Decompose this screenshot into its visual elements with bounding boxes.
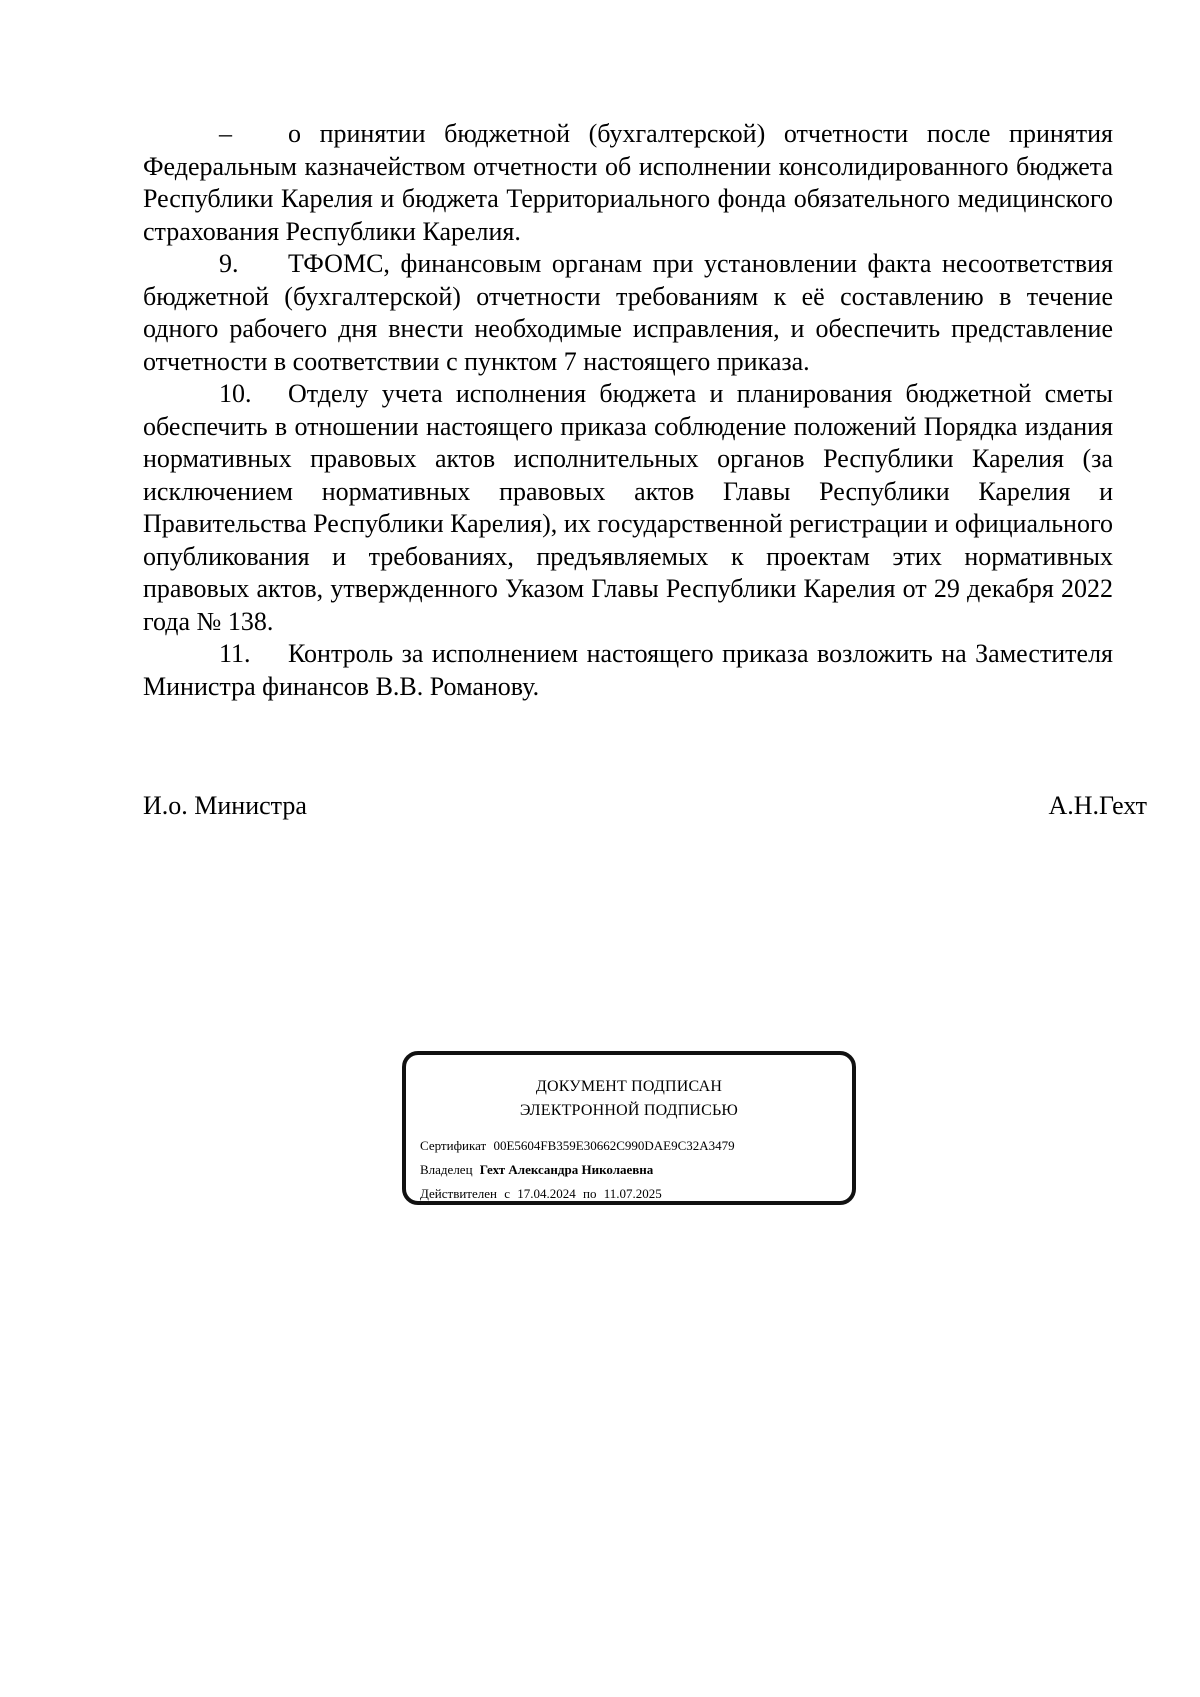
valid-to-label: по (583, 1186, 597, 1201)
stamp-title-line: ДОКУМЕНТ ПОДПИСАН (535, 1078, 723, 1095)
paragraph-10 (143, 378, 1113, 638)
certificate-value: 00E5604FB359E30662C990DAE9C32A3479 (493, 1138, 735, 1153)
valid-to-date: 11.07.2025 (603, 1186, 662, 1201)
stamp-title (406, 1075, 852, 1123)
document-body (143, 118, 1113, 703)
stamp-details (420, 1134, 735, 1206)
item-text: о принятии бюджетной (бухгалтерской) отчетности после принятия Федеральным казначейством отчетности об исполнении консолидированного бюджета Республики Карелия и бюджета Территориального фонда обязательного медицинского страхования Республики Карелия. (143, 119, 1113, 246)
valid-from-date: 17.04.2024 (517, 1186, 576, 1201)
item-marker: 9. (219, 249, 239, 278)
item-marker: – (219, 119, 232, 148)
valid-label: Действителен (420, 1186, 497, 1201)
stamp-title-line: ЭЛЕКТРОННОЙ ПОДПИСЬЮ (519, 1102, 739, 1119)
item-marker: 10. (219, 379, 252, 408)
owner-row (420, 1158, 735, 1182)
signer-position: И.о. Министра (143, 791, 307, 820)
validity-row (420, 1182, 735, 1206)
certificate-row (420, 1134, 735, 1158)
signer-name: А.Н.Гехт (1048, 791, 1147, 820)
item-text: ТФОМС, финансовым органам при установлении факта несоответствия бюджетной (бухгалтерской) отчетности требованиям к её составлению в течение одного рабочего дня внести необходимые исправления, и обеспечить представление отчетности в соответствии с пунктом 7 настоящего приказа. (143, 249, 1113, 376)
item-text: Контроль за исполнением настоящего приказа возложить на Заместителя Министра финансов В.В. Романову. (143, 639, 1113, 701)
owner-value: Гехт Александра Николаевна (479, 1162, 654, 1177)
item-text: Отделу учета исполнения бюджета и планирования бюджетной сметы обеспечить в отношении настоящего приказа соблюдение положений Порядка издания нормативных правовых актов исполнительных органов Республики Карелия (за исключением нормативных правовых актов Главы Республики Карелия и Правительства Республики Карелия), их государственной регистрации и официального опубликования и требованиях, предъявляемых к проектам этих нормативных правовых актов, утвержденного Указом Главы Республики Карелия от 29 декабря 2022 года № 138. (143, 379, 1113, 636)
paragraph-9 (143, 248, 1113, 378)
paragraph-11 (143, 638, 1113, 703)
valid-from-label: с (504, 1186, 510, 1201)
electronic-signature-stamp (402, 1051, 856, 1205)
signature-block (143, 790, 1147, 822)
certificate-label: Сертификат (420, 1138, 487, 1153)
owner-label: Владелец (420, 1162, 473, 1177)
list-item-dash (143, 118, 1113, 248)
item-marker: 11. (219, 639, 251, 668)
